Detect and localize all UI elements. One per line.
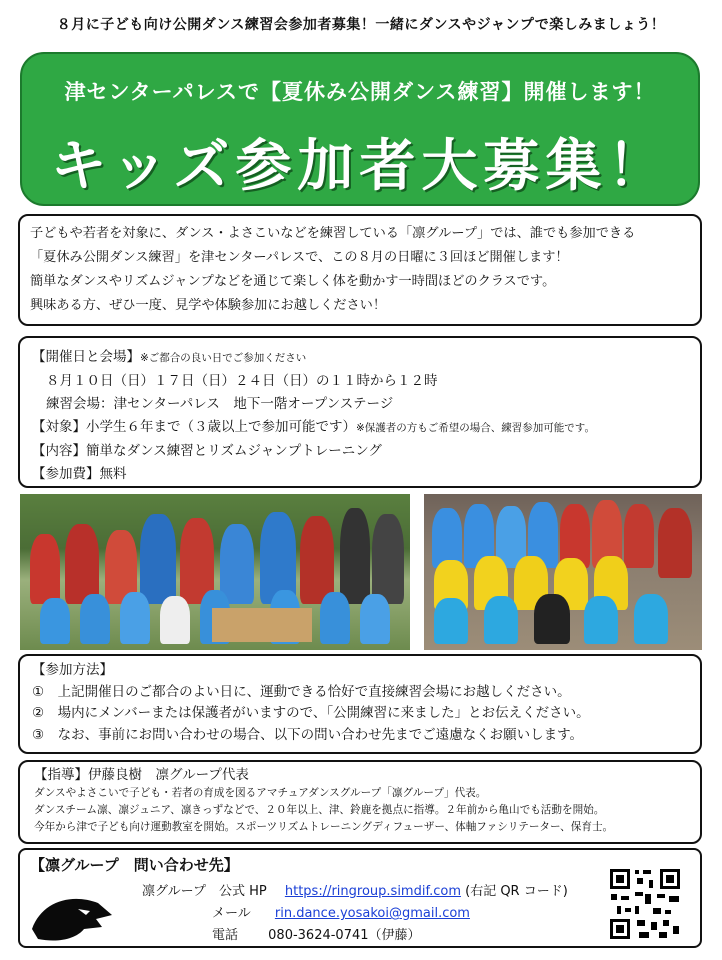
fee-heading: 【参加費】 [32,466,100,482]
intro-box [18,214,702,326]
event-dates: ８月１０日（日）１７日（日）２４日（日）の１１時から１２時 [46,373,438,389]
method-step: ③ なお、事前にお問い合わせの場合、以下の問い合わせ先までご遠慮なくお願いします。 [32,726,584,743]
target-text: 小学生６年まで（３歳以上で参加可能です） [86,419,356,435]
date-heading: 【開催日と会場】 [32,349,140,365]
hp-link[interactable]: https://ringroup.simdif.com [284,884,461,899]
content-text: 簡単なダンス練習とリズムジャンプトレーニング [86,443,382,459]
mail-label: メール [212,906,251,921]
instructor-box [18,760,702,844]
group-photo-outdoor [20,494,410,650]
top-headline: ８月に子ども向け公開ダンス練習会参加者募集！一緒にダンスやジャンプで楽しみましょう！ [56,17,666,33]
fee-text: 無料 [99,466,127,482]
date-note: ※ご都合の良い日でご参加ください [140,352,307,364]
instructor-line: ダンスやよさこいで子ども・若者の育成を図るアマチュアダンスグループ「凛グループ」代表。 [34,787,487,799]
instructor-line: 今年から津で子ども向け運動教室を開始。スポーツリズムトレーニングディフューザー、体軸ファシリテーター、保育士。 [34,821,614,833]
intro-line: 簡単なダンスやリズムジャンプなどを通じて楽しく体を動かす一時間ほどのクラスです。 [30,274,556,289]
tel-label: 電話 [212,928,239,943]
hp-label: 凛グループ 公式 HP [142,884,267,899]
target-heading: 【対象】 [32,419,86,435]
method-step: ② 場内にメンバーまたは保護者がいますので、「公開練習に来ました」とお伝えください。 [32,705,590,721]
instructor-line: ダンスチーム凛、凛ジュニア、凛きっずなどで、２０年以上、津、鈴鹿を拠点に指導。２年前から亀山でも活動を開始。 [34,804,605,816]
qr-code-icon[interactable] [607,866,683,942]
instructor-heading: 【指導】伊藤良樹 凛グループ代表 [34,767,249,783]
hawk-logo [28,889,114,943]
method-step: ① 上記開催日のご都合のよい日に、運動できる恰好で直接練習会場にお越しください。 [32,683,571,700]
content-heading: 【内容】 [32,443,86,459]
title-banner [20,52,700,206]
contact-box [18,848,702,948]
banner-subtitle: 津センターパレスで【夏休み公開ダンス練習】開催します！ [64,80,656,104]
group-photo-indoor [424,494,702,650]
method-heading: 【参加方法】 [32,662,113,678]
intro-line: 子どもや若者を対象に、ダンス・よさこいなどを練習している「凛グループ」では、誰でも参加できる [30,226,636,241]
photo-strip [20,494,702,650]
mail-link[interactable]: rin.dance.yosakoi@gmail.com [274,906,470,921]
target-note: ※保護者の方もご希望の場合、練習参加可能です。 [356,422,595,434]
banner-title: キッズ参加者大募集！ [50,134,670,199]
event-info-box [18,336,702,488]
hp-note: (右記 QR コード) [465,884,568,899]
how-to-join-box [18,654,702,754]
tel-number: 080-3624-0741（伊藤） [268,928,421,943]
contact-title: 【凛グループ 問い合わせ先】 [30,856,239,874]
intro-line: 興味ある方、ぜひ一度、見学や体験参加にお越しください！ [30,298,387,313]
intro-line: 「夏休み公開ダンス練習」を津センターパレスで、この８月の日曜に３回ほど開催します！ [30,250,569,265]
event-venue: 練習会場：津センターパレス 地下一階オープンステージ [46,396,394,412]
